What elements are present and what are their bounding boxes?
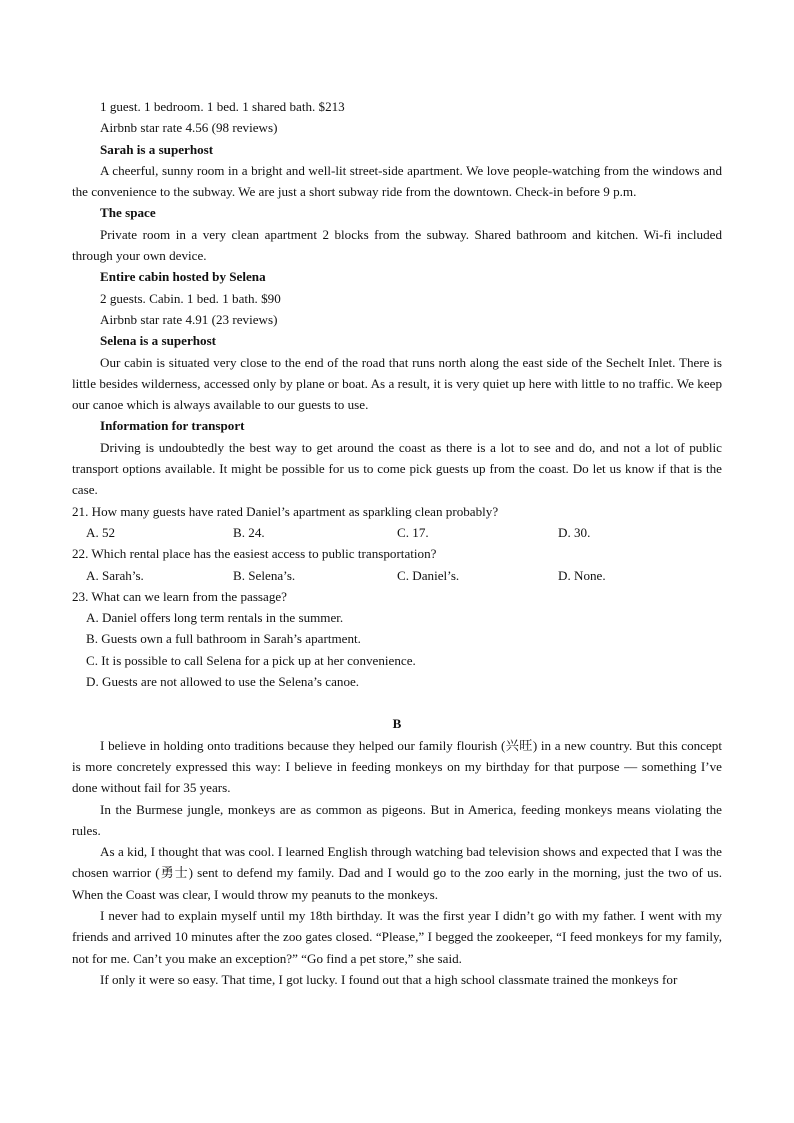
- host-heading: Sarah is a superhost: [100, 141, 214, 157]
- listing-summary: 1 guest. 1 bedroom. 1 bed. 1 shared bath. $213: [100, 99, 345, 114]
- cabin-host-heading: Selena is a superhost: [100, 333, 217, 349]
- option-c: C. Daniel’s.: [397, 567, 460, 583]
- cabin-summary: 2 guests. Cabin. 1 bed. 1 bath. $90: [100, 290, 281, 306]
- space-heading: The space: [100, 205, 156, 221]
- listing-description: A cheerful, sunny room in a bright and well-lit street-side apartment. We love people-watching from the windows and the convenience to the subway. We are just a short subway ride from the downtown. Check-in before 9 p.m.: [72, 162, 722, 200]
- option-c: C. 17.: [397, 524, 429, 540]
- question-21: 21. How many guests have rated Daniel’s apartment as sparkling clean probably?: [72, 503, 499, 519]
- question-23: 23. What can we learn from the passage?: [72, 588, 287, 604]
- listing-rating: Airbnb star rate 4.56 (98 reviews): [100, 120, 278, 136]
- option-a: A. 52: [86, 524, 116, 540]
- passage-b-paragraph: I never had to explain myself until my 18th birthday. It was the first year I didn’t go with my father. I went with my friends and arrived 10 minutes after the zoo gates closed. “Please,” I begged the zookeeper, “I feed monkeys for my family, not for me. Can’t you make an exception?” “Go find a pet store,” she said.: [72, 907, 722, 966]
- question-22-options: [72, 565, 722, 586]
- option-d: D. Guests are not allowed to use the Selena’s canoe.: [86, 674, 360, 690]
- transport-description: Driving is undoubtedly the best way to get around the coast as there is a lot to see and do, and not a lot of public transport options available. It might be possible for us to come pick guests up from the coast. Do let us know if that is the case.: [72, 439, 722, 498]
- option-c: C. It is possible to call Selena for a pick up at her convenience.: [86, 652, 416, 668]
- cabin-description: Our cabin is situated very close to the end of the road that runs north along the east side of the Sechelt Inlet. There is little besides wilderness, accessed only by plane or boat. As a result, it is very quiet up here with little to no traffic. We keep our canoe which is always available to our guests to use.: [72, 354, 722, 413]
- option-b: B. Guests own a full bathroom in Sarah’s apartment.: [86, 631, 361, 647]
- passage-b-paragraph: If only it were so easy. That time, I got lucky. I found out that a high school classmate trained the monkeys for: [100, 971, 678, 987]
- option-d: D. None.: [558, 567, 606, 583]
- exam-page: [72, 96, 722, 990]
- space-description: Private room in a very clean apartment 2 blocks from the subway. Shared bathroom and kitchen. Wi-fi included through your own device.: [72, 226, 722, 264]
- question-22: 22. Which rental place has the easiest access to public transportation?: [72, 546, 437, 562]
- option-b: B. Selena’s.: [233, 567, 296, 583]
- option-b: B. 24.: [233, 524, 265, 540]
- cabin-rating: Airbnb star rate 4.91 (23 reviews): [100, 311, 278, 327]
- transport-heading: Information for transport: [100, 418, 245, 434]
- passage-b-paragraph: As a kid, I thought that was cool. I learned English through watching bad television shows and expected that I was the chosen warrior (勇士) sent to defend my family. Dad and I would go to the zoo early in the morning, just the two of us. When the Coast was clear, I would throw my peanuts to the monkeys.: [72, 844, 722, 902]
- cabin-title: Entire cabin hosted by Selena: [100, 269, 266, 285]
- option-a: A. Sarah’s.: [86, 567, 144, 583]
- passage-b-paragraph: In the Burmese jungle, monkeys are as common as pigeons. But in America, feeding monkeys means violating the rules.: [72, 801, 722, 838]
- option-d: D. 30.: [558, 524, 591, 540]
- option-a: A. Daniel offers long term rentals in the summer.: [86, 610, 344, 626]
- question-21-options: [72, 522, 722, 543]
- passage-b-paragraph: I believe in holding onto traditions because they helped our family flourish (兴旺) in a new country. But this concept is more concretely expressed this way: I believe in feeding monkeys on my birthday for that purpose — something I’ve done without fail for 35 years.: [72, 737, 722, 796]
- section-b-title: B: [392, 716, 402, 732]
